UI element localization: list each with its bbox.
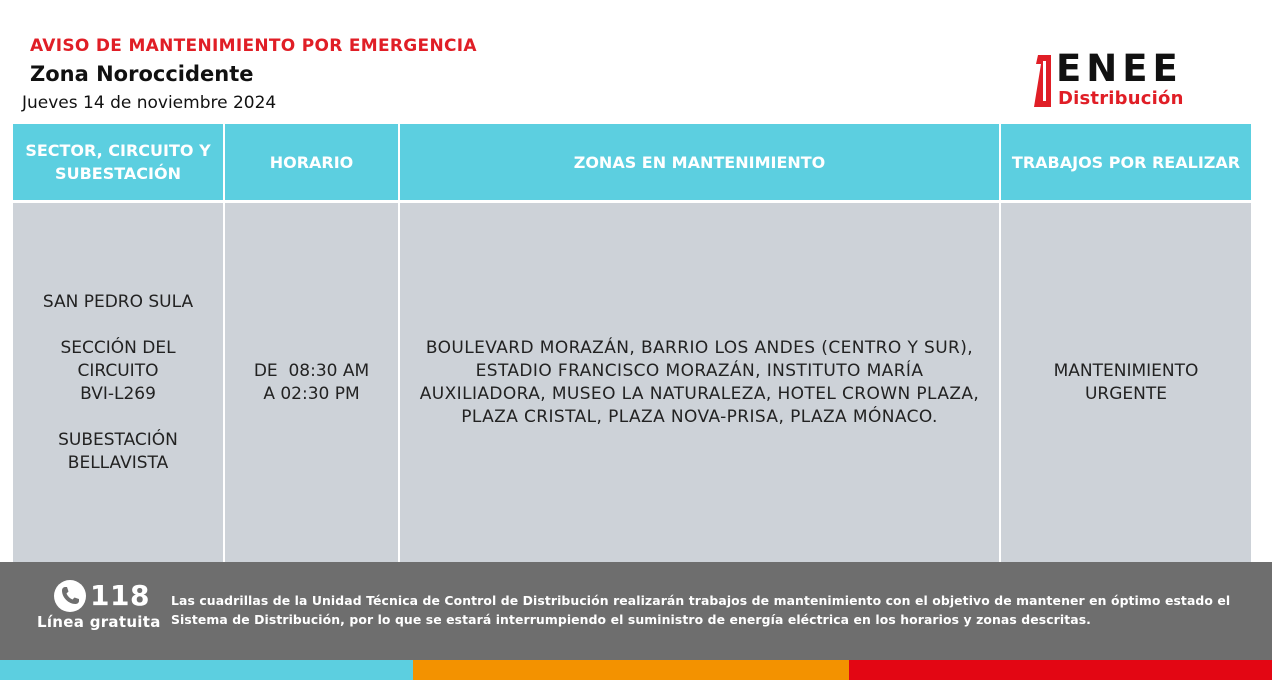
sector-substation-line-1: SUBESTACIÓN: [58, 430, 178, 450]
horario-start: DE 08:30 AM: [253, 361, 370, 381]
phone-icon: [54, 580, 86, 612]
enee-logo: [1034, 47, 1214, 111]
zone-name: Zona Noroccidente: [30, 62, 254, 86]
phone-number: 118: [90, 579, 150, 612]
header-horario: HORARIO: [224, 124, 399, 202]
cell-trabajos: [1000, 202, 1251, 564]
stripe-orange: [413, 660, 849, 680]
logo-brand-text: ENEE: [1056, 47, 1183, 90]
logo-sub-text: Distribución: [1058, 88, 1184, 109]
phone-label: Línea gratuita: [37, 613, 161, 631]
sector-substation-line-2: BELLAVISTA: [67, 453, 169, 473]
trabajos-line-1: MANTENIMIENTO: [1053, 361, 1199, 381]
sector-section-line-2: CIRCUITO: [77, 361, 159, 381]
phone-hotline: [54, 580, 164, 612]
sector-city: SAN PEDRO SULA: [42, 292, 194, 312]
enee-logo-mark-icon: [1034, 55, 1051, 107]
notice-title: AVISO DE MANTENIMIENTO POR EMERGENCIA: [30, 36, 477, 56]
footer-banner: [0, 562, 1272, 660]
table-header-row: [13, 124, 1251, 202]
cell-sector: [13, 202, 224, 564]
header-zonas: ZONAS EN MANTENIMIENTO: [399, 124, 1000, 202]
footer-notice: Las cuadrillas de la Unidad Técnica de Control de Distribución realizarán trabajos de mantenimiento con el objetivo de mantener en óptimo estado el Sistema de Distribución, por lo que se estará interrumpiendo el suministro de energía eléctrica en los horarios y zonas descritas.: [171, 593, 1231, 627]
trabajos-line-2: URGENTE: [1084, 384, 1167, 404]
sector-section-line-1: SECCIÓN DEL: [60, 338, 176, 358]
header-sector: SECTOR, CIRCUITO Y SUBESTACIÓN: [13, 124, 224, 202]
table-row: [13, 202, 1251, 564]
maintenance-table: [13, 124, 1251, 563]
header-trabajos: TRABAJOS POR REALIZAR: [1000, 124, 1251, 202]
horario-end: A 02:30 PM: [263, 384, 360, 404]
cell-zonas: BOULEVARD MORAZÁN, BARRIO LOS ANDES (CENTRO Y SUR), ESTADIO FRANCISCO MORAZÁN, INSTITUTO MARÍA AUXILIADORA, MUSEO LA NATURALEZA, HOTEL CROWN PLAZA, PLAZA CRISTAL, PLAZA NOVA-PRISA, PLAZA MÓNACO.: [399, 202, 1000, 564]
cell-horario: [224, 202, 399, 564]
stripe-cyan: [0, 660, 413, 680]
stripe-red: [849, 660, 1272, 680]
notice-date: Jueves 14 de noviembre 2024: [22, 93, 277, 113]
sector-circuit: BVI-L269: [80, 384, 156, 404]
